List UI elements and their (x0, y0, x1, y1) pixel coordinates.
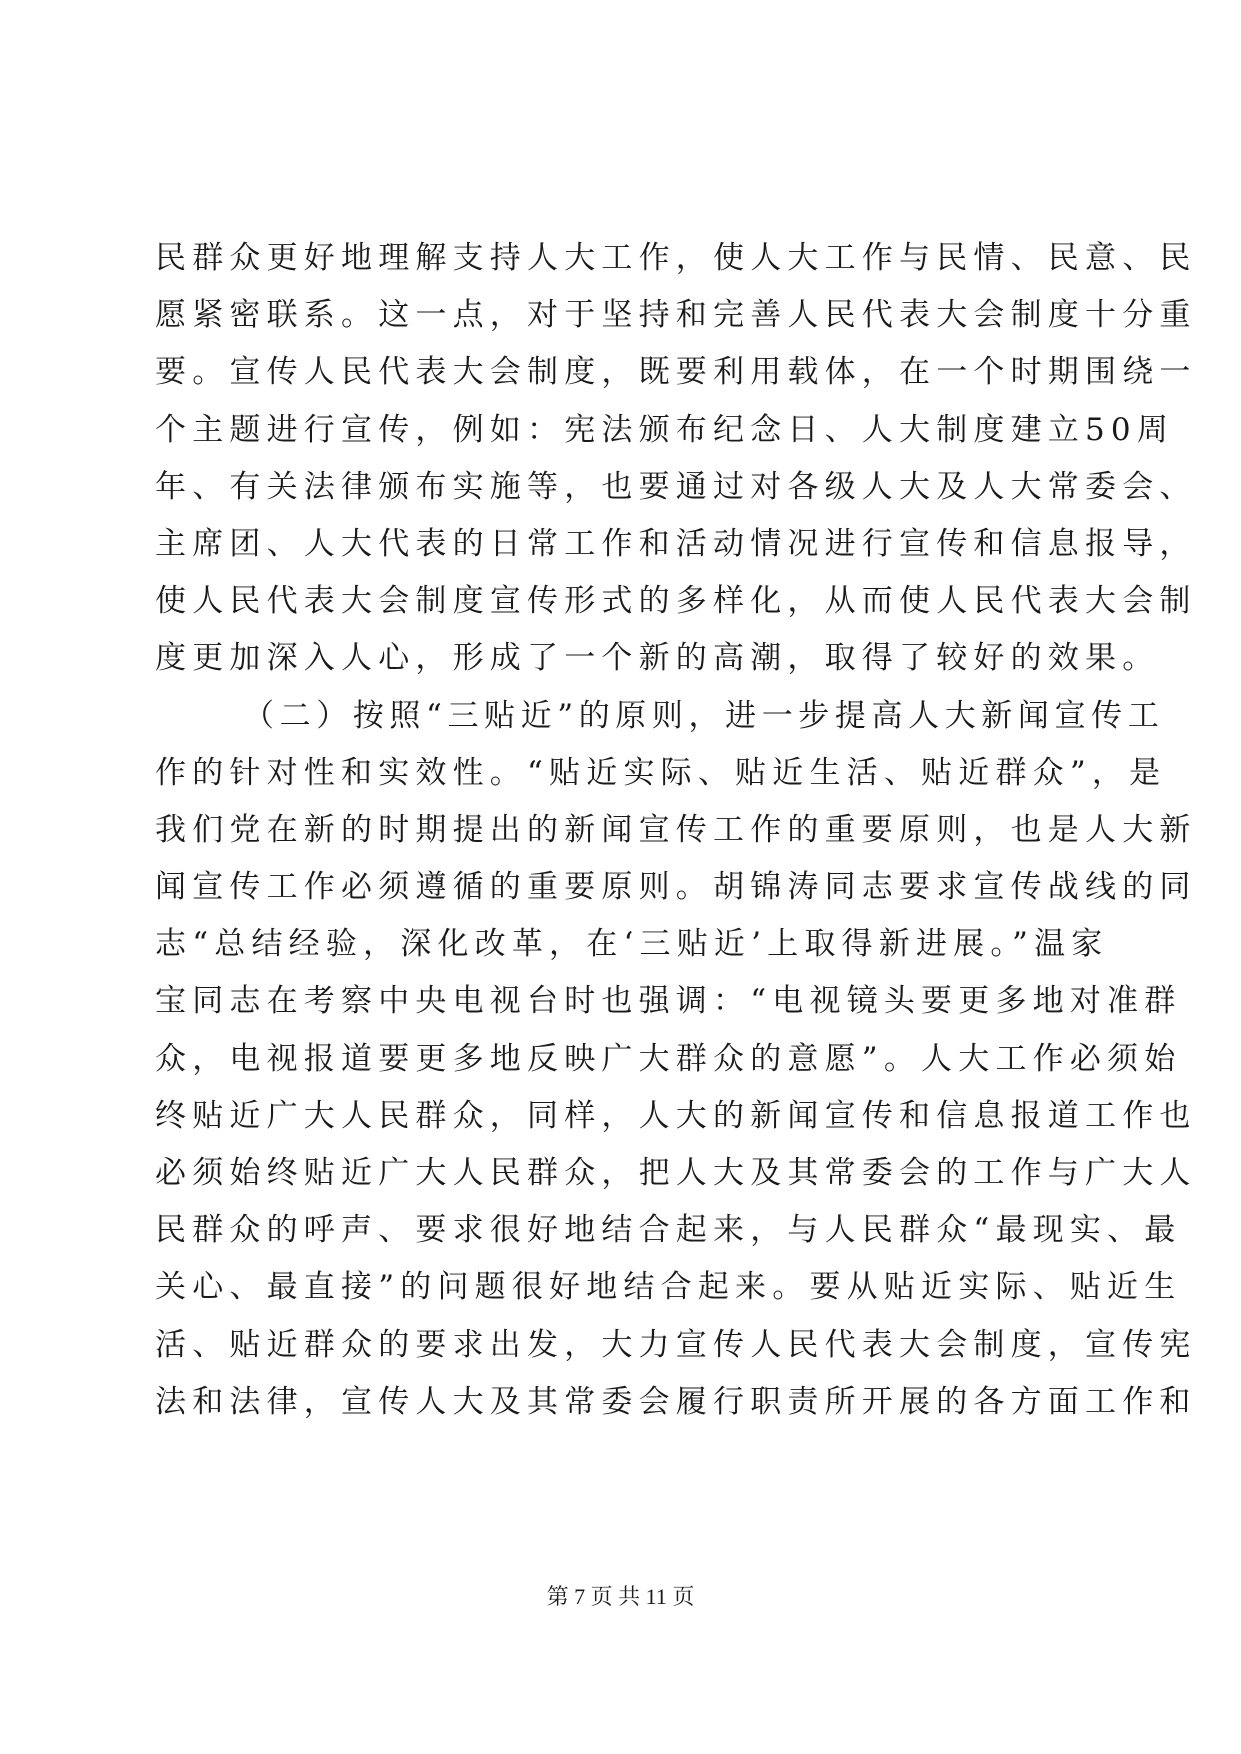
text-line: 民群众更好地理解支持人大工作，使人大工作与民情、民意、民 (155, 240, 1197, 276)
text-line: 要。宣传人民代表大会制度，既要利用载体，在一个时期围绕一 (155, 354, 1197, 391)
text-line: 众，电视报道要更多地反映广大群众的意愿”。人大工作必须始 (155, 1040, 1182, 1077)
text-line: 志“总结经验，深化改革，在‘三贴近’上取得新进展。”温家 (155, 926, 1109, 963)
text-line: 我们党在新的时期提出的新闻宣传工作的重要原则，也是人大新 (155, 811, 1197, 848)
body-text (155, 230, 1197, 1431)
text-line: 个主题进行宣传，例如：宪法颁布纪念日、人大制度建立50周 (155, 411, 1175, 448)
text-line: 年、有关法律颁布实施等，也要通过对各级人大及人大常委会、 (155, 468, 1197, 505)
text-line: 主席团、人大代表的日常工作和活动情况进行宣传和信息报导， (155, 525, 1197, 562)
text-line: 度更加深入人心，形成了一个新的高潮，取得了较好的效果。 (155, 640, 1160, 677)
text-line: 法和法律，宣传人大及其常委会履行职责所开展的各方面工作和 (155, 1383, 1197, 1420)
page-footer: 第 7 页 共 11 页 (546, 1584, 695, 1609)
paragraph-start-line: （二）按照“三贴近”的原则，进一步提高人大新闻宣传工 (243, 697, 1165, 734)
text-line: 必须始终贴近广大人民群众，把人大及其常委会的工作与广大人 (155, 1155, 1197, 1191)
text-line: 关心、最直接”的问题很好地结合起来。要从贴近实际、贴近生 (155, 1269, 1182, 1306)
text-line: 作的针对性和实效性。“贴近实际、贴近生活、贴近群众”，是 (155, 754, 1167, 791)
text-line: 愿紧密联系。这一点，对于坚持和完善人民代表大会制度十分重 (155, 297, 1197, 334)
text-line: 民群众的呼声、要求很好地结合起来，与人民群众“最现实、最 (155, 1212, 1182, 1249)
text-line: 活、贴近群众的要求出发，大力宣传人民代表大会制度，宣传宪 (155, 1326, 1197, 1363)
text-line: 闻宣传工作必须遵循的重要原则。胡锦涛同志要求宣传战线的同 (155, 869, 1197, 906)
text-line: 使人民代表大会制度宣传形式的多样化，从而使人民代表大会制 (155, 583, 1197, 620)
text-line: 终贴近广大人民群众，同样，人大的新闻宣传和信息报道工作也 (155, 1097, 1197, 1134)
text-line: 宝同志在考察中央电视台时也强调：“电视镜头要更多地对准群 (155, 983, 1182, 1020)
